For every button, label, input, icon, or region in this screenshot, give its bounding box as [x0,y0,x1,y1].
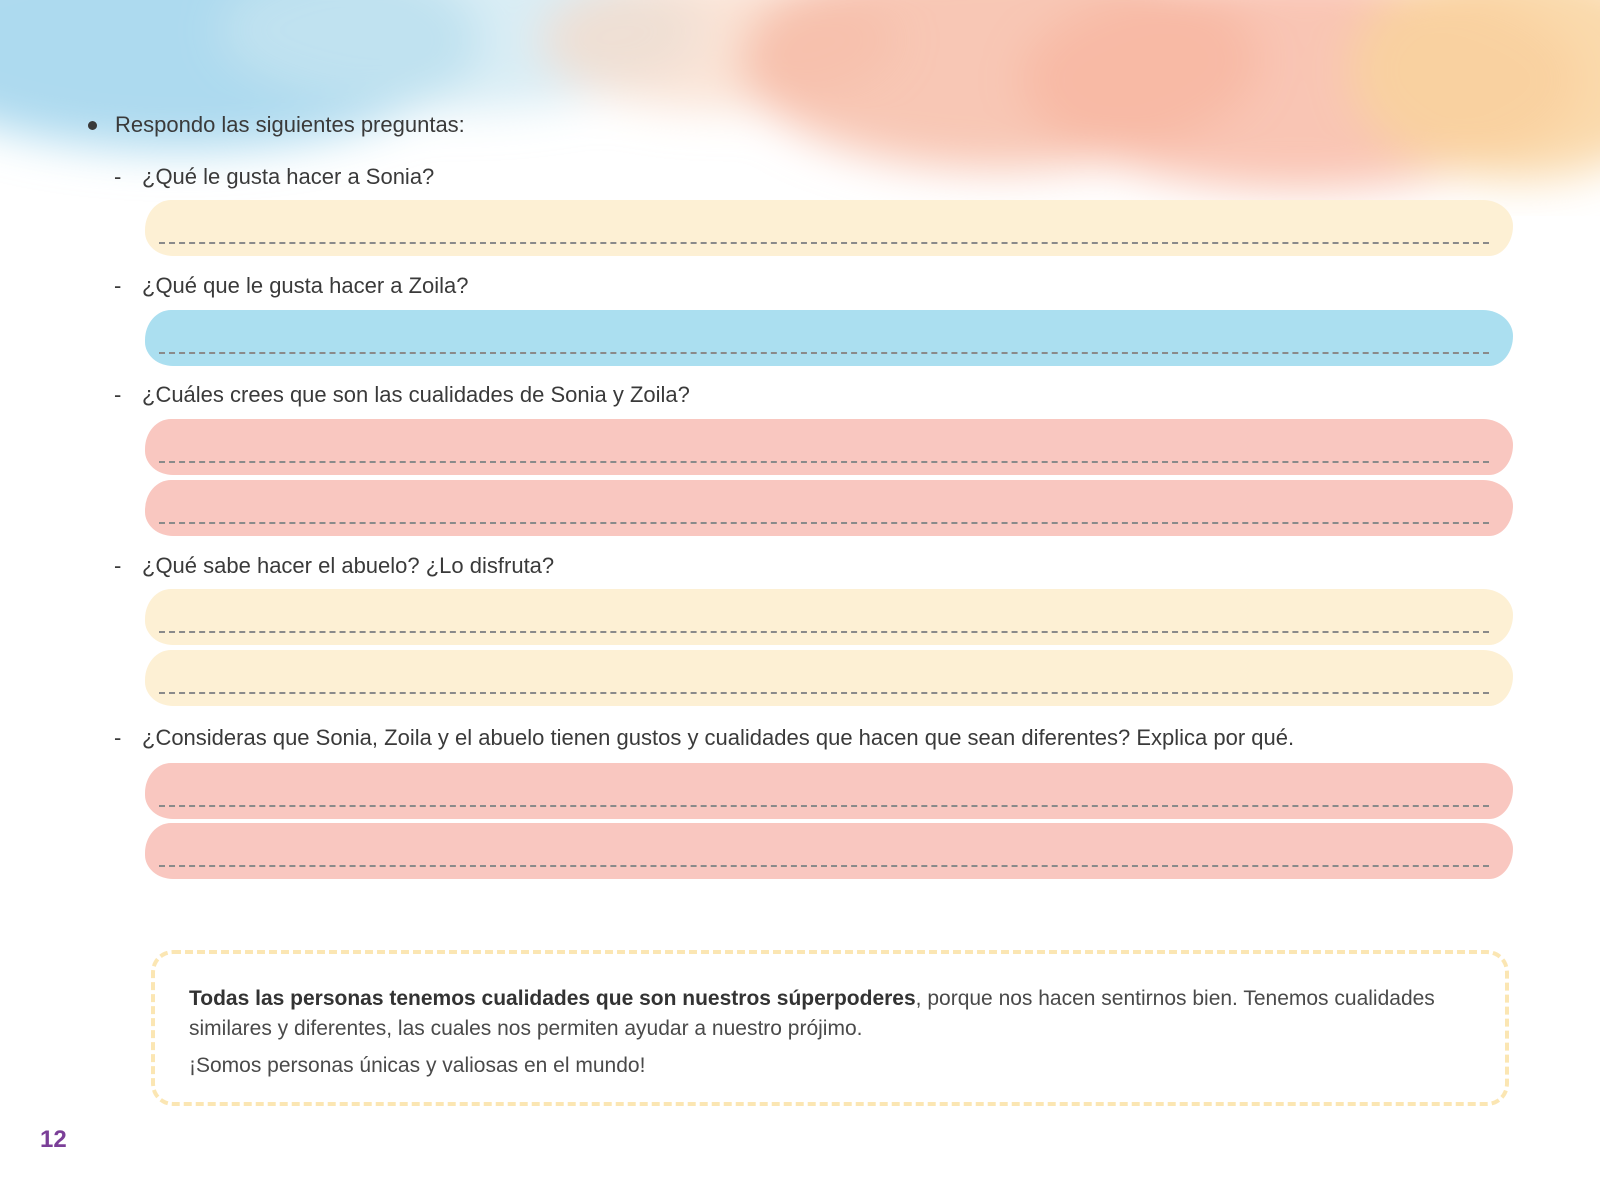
question-5 [114,725,1294,751]
question-text: ¿Qué que le gusta hacer a Zoila? [142,273,469,298]
page-number: 12 [40,1126,67,1153]
bullet-icon [88,121,97,130]
question-marker: - [114,553,122,578]
question-marker: - [114,164,122,189]
question-text: ¿Cuáles crees que son las cualidades de Sonia y Zoila? [142,382,690,407]
question-text: ¿Qué sabe hacer el abuelo? ¿Lo disfruta? [142,553,555,578]
note-closing: ¡Somos personas únicas y valiosas en el mundo! [189,1054,646,1077]
question-text: ¿Qué le gusta hacer a Sonia? [142,164,435,189]
answer-line-5b[interactable] [145,823,1513,879]
answer-line-5a[interactable] [145,763,1513,819]
answer-line-3a[interactable] [145,419,1513,475]
question-text: ¿Consideras que Sonia, Zoila y el abuelo tienen gustos y cualidades que hacen que sean diferentes? Explica por qué. [142,725,1295,750]
question-marker: - [114,382,122,407]
question-marker: - [114,725,122,750]
answer-line-2[interactable] [145,310,1513,366]
instruction [88,112,465,138]
note-rest-text: , porque nos hacen sentirnos bien. Tenemos cualidades similares y diferentes, las cuales nos permiten ayudar a nuestro prójimo. [189,987,1435,1040]
question-2 [114,273,469,299]
answer-line-3b[interactable] [145,480,1513,536]
note-paragraph [189,984,1489,1044]
answer-line-4a[interactable] [145,589,1513,645]
answer-line-4b[interactable] [145,650,1513,706]
instruction-text: Respondo las siguientes preguntas: [115,112,465,137]
question-marker: - [114,273,122,298]
answer-line-1[interactable] [145,200,1513,256]
question-1 [114,164,434,190]
question-3 [114,382,690,408]
note-bold-text: Todas las personas tenemos cualidades que son nuestros súperpoderes [189,987,916,1010]
reflection-note-box [151,950,1509,1106]
question-4 [114,553,554,579]
